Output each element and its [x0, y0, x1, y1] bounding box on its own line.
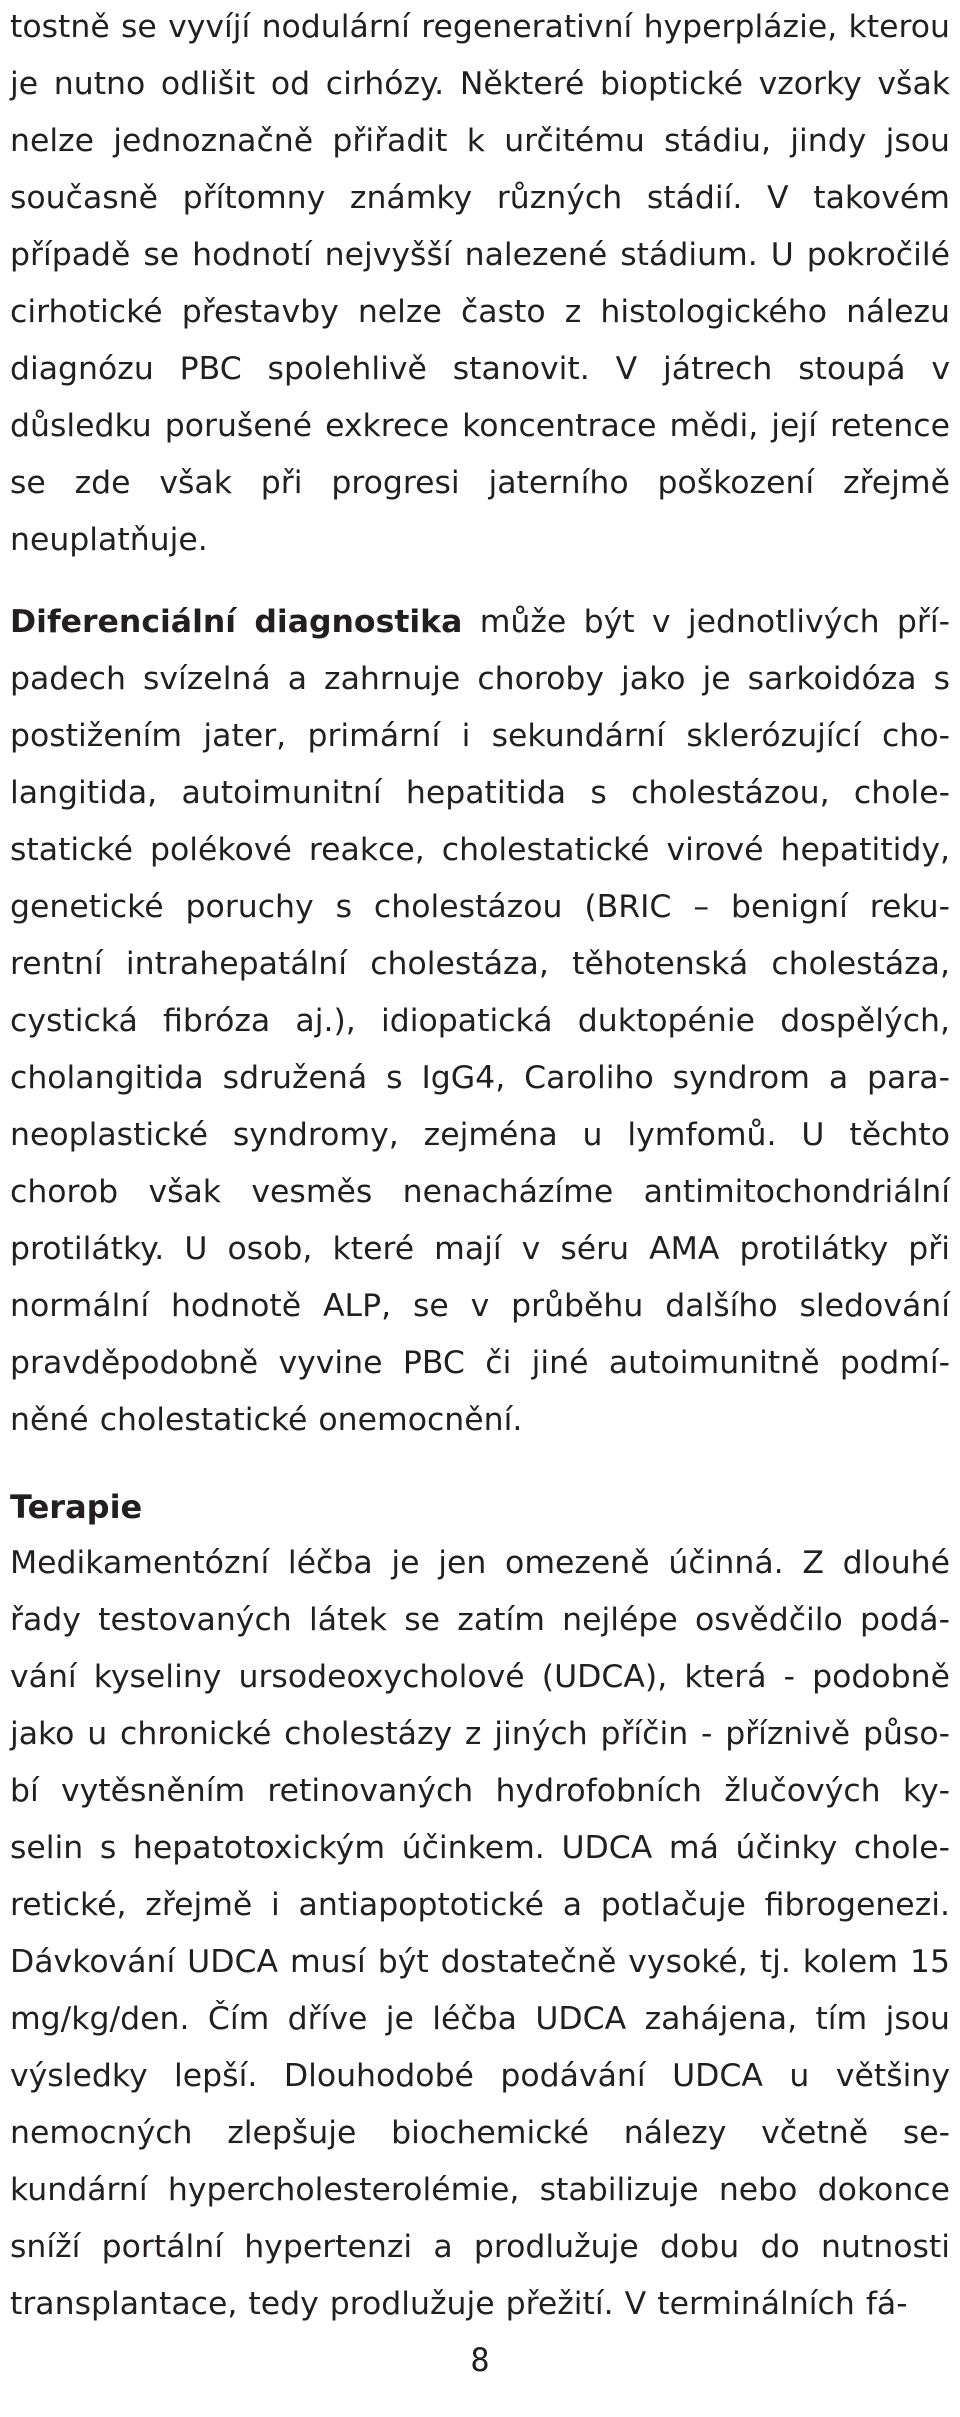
differential-diagnosis-lead: Diferenciální diagnostika — [10, 604, 463, 640]
document-page — [10, 0, 950, 2333]
paragraph-therapy: Medikamentózní léčba je jen omezeně účinná. Z dlouhé řady testovaných látek se zatím nejlépe osvědčilo podávání kyseliny ursodeoxycholové (UDCA), která - podobně jako u chronické cholestázy z jiných příčin - příznivě působí vytěsněním retinovaných hydrofobních žlučových kyselin s hepatotoxickým účinkem. UDCA má účinky choleretické, zřejmě i antiapoptotické a potlačuje fibrogenezi. Dávkování UDCA musí být dostatečně vysoké, tj. kolem 15 mg/kg/den. Čím dříve je léčba UDCA zahájena, tím jsou výsledky lepší. Dlouhodobé podávání UDCA u většiny nemocných zlepšuje biochemické nálezy včetně sekundární hypercholesterolémie, stabilizuje nebo dokonce sníží portální hypertenzi a prodlužuje dobu do nutnosti transplantace, tedy prodlužuje přežití. V terminálních fá- — [10, 1545, 950, 2322]
differential-diagnosis-body: může být v jednotlivých případech svízelná a zahrnuje choroby jako je sarkoidóza s postižením jater, primární i sekundární sklerózující cholangitida, autoimunitní hepatitida s cholestázou, cholestatické polékové reakce, cholestatické virové hepatitidy, genetické poruchy s cholestázou (BRIC – benigní rekurentní intrahepatální cholestáza, těhotenská cholestáza, cystická fibróza aj.), idiopatická duktopénie dospělých, cholangitida sdružená s IgG4, Caroliho syndrom a paraneoplastické syndromy, zejména u lymfomů. U těchto chorob však vesměs nenacházíme antimitochondriální protilátky. U osob, které mají v séru AMA protilátky při normální hodnotě ALP, se v průběhu dalšího sledování pravděpodobně vyvine PBC či jiné autoimunitně podmíněné cholestatické onemocnění. — [10, 604, 951, 1438]
section-heading-therapy: Terapie — [10, 1488, 143, 1526]
page-number: 8 — [470, 2341, 490, 2379]
paragraph-differential-diagnosis — [10, 594, 950, 1449]
paragraph-histology: tostně se vyvíjí nodulární regenerativní hyperplázie, kterou je nutno odlišit od cirhózy. Některé bioptické vzorky však nelze jednoznačně přiřadit k určitému stádiu, jindy jsou současně přítomny známky různých stádií. V takovém případě se hodnotí nejvyšší nalezené stádium. U pokročilé cirhotické přestavby nelze často z histologického nálezu diagnózu PBC spolehlivě stanovit. V játrech stoupá v důsledku porušené exkrece koncentrace mědi, její retence se zde však při progresi jaterního poškození zřejmě neuplatňuje. — [10, 9, 950, 558]
